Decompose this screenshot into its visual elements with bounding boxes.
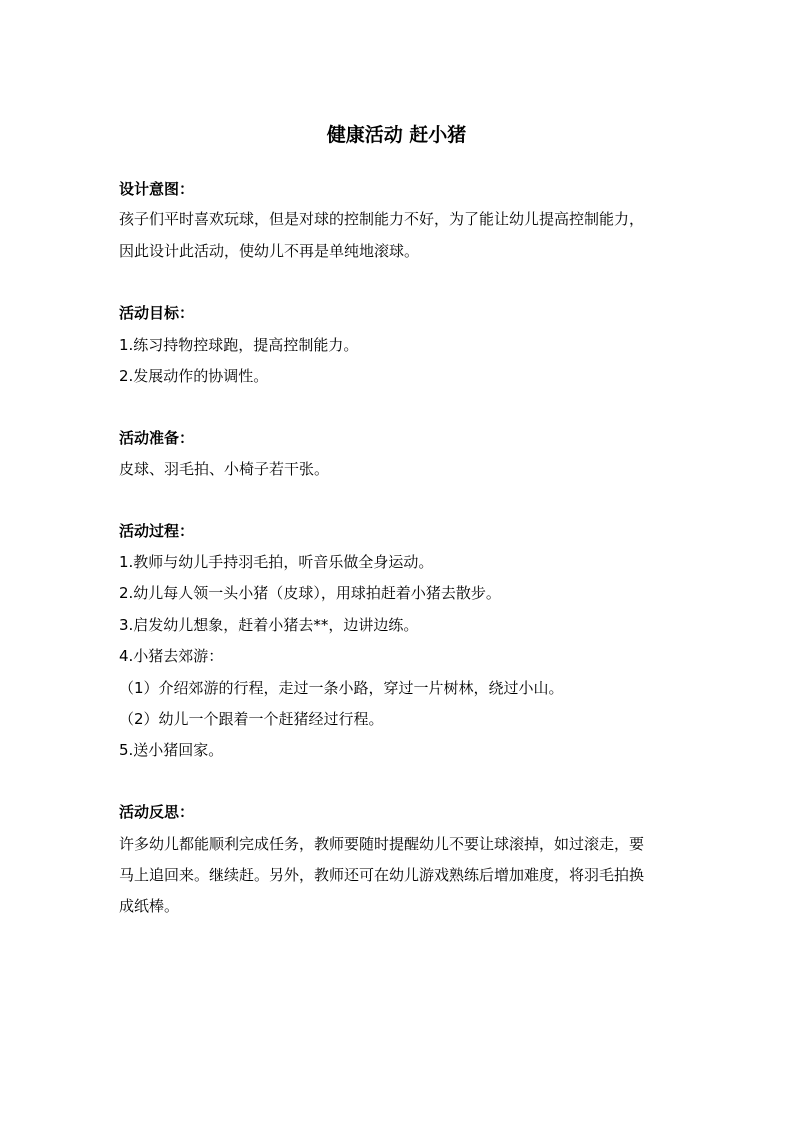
section-heading-goals: 活动目标： <box>119 304 195 322</box>
process-item-4: 4.小猪去郊游： <box>119 647 224 665</box>
section-heading-preparation: 活动准备： <box>119 429 195 447</box>
process-subitem-2: （2）幼儿一个跟着一个赶猪经过行程。 <box>119 710 384 728</box>
design-intent-line-1: 孩子们平时喜欢玩球，但是对球的控制能力不好，为了能让幼儿提高控制能力， <box>119 210 645 228</box>
goal-item-2: 2.发展动作的协调性。 <box>119 367 269 385</box>
reflection-line-2: 马上追回来。继续赶。另外，教师还可在幼儿游戏熟练后增加难度，将羽毛拍换 <box>119 866 645 884</box>
section-heading-reflection: 活动反思： <box>119 803 195 821</box>
process-item-3: 3.启发幼儿想象，赶着小猪去**，边讲边练。 <box>119 616 419 634</box>
reflection-line-3: 成纸棒。 <box>119 897 180 915</box>
process-item-2: 2.幼儿每人领一头小猪（皮球），用球拍赶着小猪去散步。 <box>119 584 501 602</box>
section-heading-design-intent: 设计意图： <box>119 180 195 198</box>
design-intent-line-2: 因此设计此活动，使幼儿不再是单纯地滚球。 <box>119 242 420 260</box>
document-title: 健康活动 赶小猪 <box>326 124 467 146</box>
process-subitem-1: （1）介绍郊游的行程，走过一条小路，穿过一片树林，绕过小山。 <box>119 679 564 697</box>
process-item-5: 5.送小猪回家。 <box>119 741 224 759</box>
section-heading-process: 活动过程： <box>119 522 195 540</box>
preparation-line-1: 皮球、羽毛拍、小椅子若干张。 <box>119 460 330 478</box>
process-item-1: 1.教师与幼儿手持羽毛拍，听音乐做全身运动。 <box>119 553 434 571</box>
goal-item-1: 1.练习持物控球跑，提高控制能力。 <box>119 336 359 354</box>
reflection-line-1: 许多幼儿都能顺利完成任务，教师要随时提醒幼儿不要让球滚掉，如过滚走，要 <box>119 835 645 853</box>
